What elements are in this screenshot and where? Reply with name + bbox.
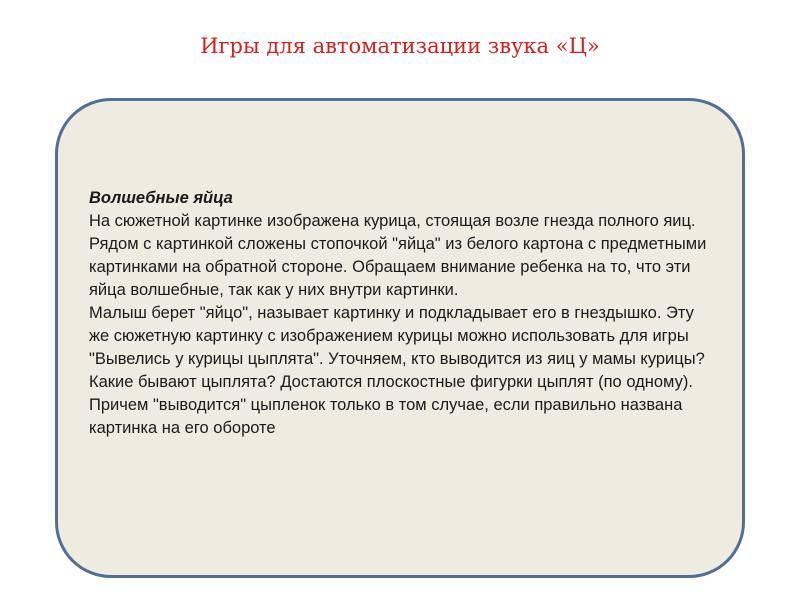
card-text	[89, 187, 709, 440]
card-paragraph-1: На сюжетной картинке изображена курица, стоящая возле гнезда полного яиц. Рядом с картинкой сложены стопочкой "яйца" из белого картона с предметными картинками на обратной стороне. Обращаем внимание ребенка на то, что эти яйца волшебные, так как у них внутри картинки.	[89, 212, 707, 299]
slide-title: Игры для автоматизации звука «Ц»	[200, 34, 600, 58]
card-heading: Волшебные яйца	[89, 189, 233, 207]
card-paragraph-2: Малыш берет "яйцо", называет картинку и подкладывает его в гнездышко. Эту же сюжетную картинку с изображением курицы можно использовать для игры "Вывелись у курицы цыплята". Уточняем, кто выводится из яиц у мамы курицы? Какие бывают цыплята? Достаются плоскостные фигурки цыплят (по одному). Причем "выводится" цыпленок только в том случае, если правильно названа картинка на его обороте	[89, 304, 705, 437]
content-card	[55, 98, 745, 578]
